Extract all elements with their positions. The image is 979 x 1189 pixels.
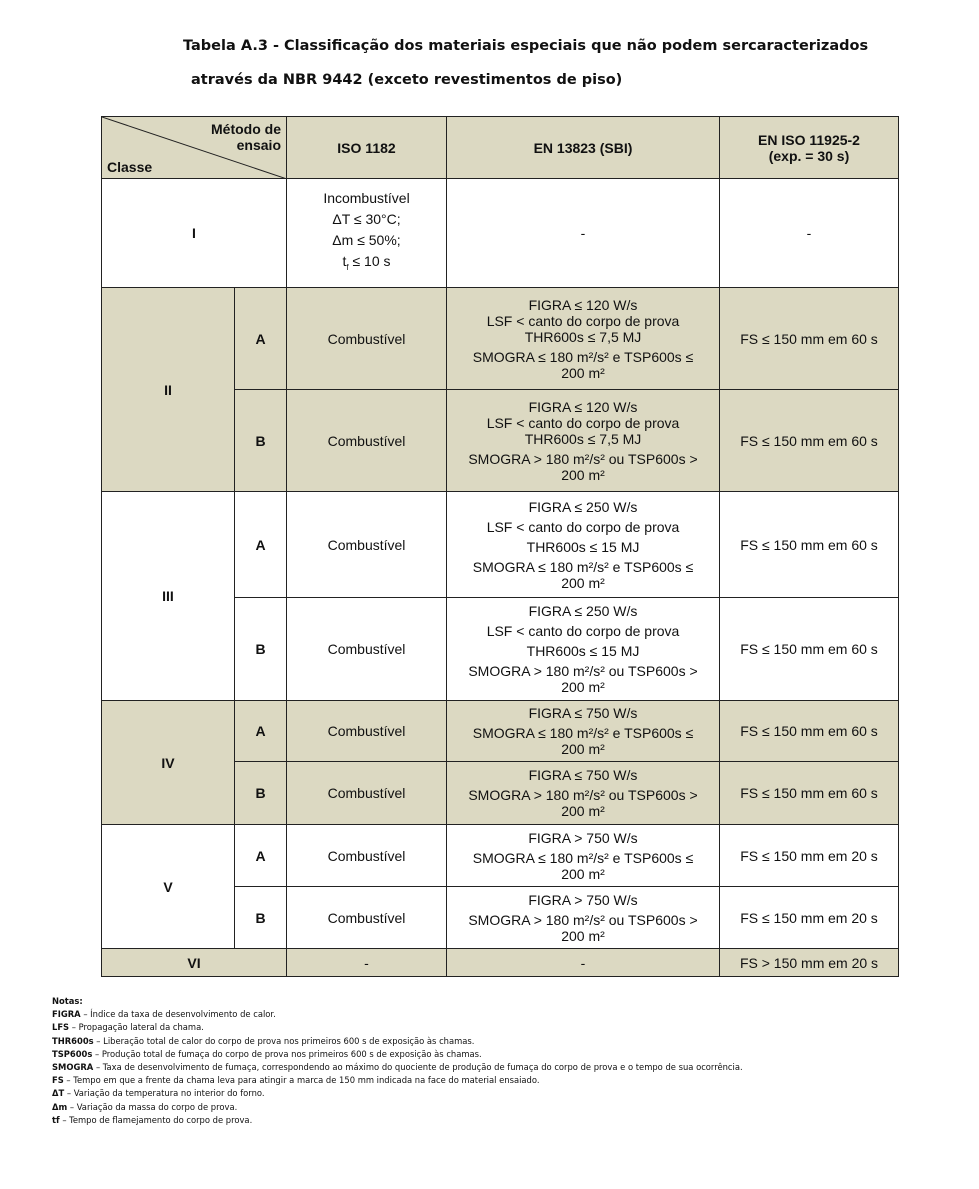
criteria-line: 200 m² [561, 927, 605, 944]
criteria-line: SMOGRA ≤ 180 m²/s² e TSP600s ≤ [472, 725, 694, 741]
criteria-line: 200 m² [561, 865, 605, 882]
corner-header-cell [102, 117, 287, 179]
criteria-line: FIGRA ≤ 250 W/s [528, 603, 638, 619]
note-item [52, 1087, 743, 1100]
en11925-cell: FS ≤ 150 mm em 20 s [720, 825, 899, 887]
criteria-line: FIGRA ≤ 750 W/s [528, 705, 638, 721]
note-term: ΔT [52, 1088, 65, 1099]
note-term: THR600s [52, 1035, 94, 1046]
en11925-header-line-1: EN ISO 11925-2 [758, 131, 860, 148]
en11925-header [720, 117, 899, 179]
criteria-line: 200 m² [561, 741, 605, 757]
subclass-cell: A [235, 492, 287, 598]
en11925-cell: FS ≤ 150 mm em 60 s [720, 598, 899, 701]
iso1182-cell: Combustível [287, 762, 447, 825]
iso1182-cell: Combustível [287, 825, 447, 887]
criteria-line: LSF < canto do corpo de prova [486, 623, 680, 639]
criteria-line: 200 m² [561, 803, 605, 819]
class-cell-I: I [102, 179, 287, 288]
table-row-class-IIA [102, 288, 899, 390]
criteria-line: SMOGRA > 180 m²/s² ou TSP600s > [468, 787, 698, 803]
note-text: – Propagação lateral da chama. [69, 1022, 204, 1033]
criteria-line: SMOGRA > 180 m²/s² ou TSP600s > [468, 450, 698, 467]
en13823-cell [447, 825, 720, 887]
subclass-cell: A [235, 701, 287, 762]
class-cell-II: II [102, 288, 235, 492]
table-row-class-IIIA [102, 492, 899, 598]
method-header [211, 121, 281, 153]
subclass-cell: B [235, 598, 287, 701]
en11925-cell: FS ≤ 150 mm em 60 s [720, 288, 899, 390]
note-text: – Liberação total de calor do corpo de prova nos primeiros 600 s de exposição às chamas. [93, 1035, 475, 1046]
note-item [52, 1008, 743, 1021]
iso1182-cell: Combustível [287, 390, 447, 492]
criteria-line: FIGRA ≤ 750 W/s [528, 767, 638, 783]
table-row-class-VI [102, 949, 899, 977]
en13823-cell-I: - [447, 179, 720, 288]
note-item [52, 1021, 743, 1034]
class-cell-III: III [102, 492, 235, 701]
table-title-line-1: Tabela A.3 - Classificação dos materiais especiais que não podem sercaracterizados [183, 38, 869, 54]
en13823-cell [447, 492, 720, 598]
criteria-line: LSF < canto do corpo de prova [486, 414, 680, 431]
note-term: SMOGRA [52, 1062, 94, 1073]
en13823-cell [447, 598, 720, 701]
tf-value: ≤ 10 s [348, 253, 391, 270]
note-term: Δm [52, 1101, 68, 1112]
iso1182-cell: Combustível [287, 288, 447, 390]
criteria-line: FIGRA > 750 W/s [528, 891, 638, 908]
note-term: FS [52, 1075, 64, 1086]
subclass-cell: B [235, 390, 287, 492]
note-text: – Taxa de desenvolvimento de fumaça, correspondendo ao máximo do quociente de produção de fumaça do corpo de prova e o tempo de sua ocorrência. [93, 1062, 743, 1073]
note-item [52, 1101, 743, 1114]
note-item [52, 1114, 743, 1127]
criteria-line: FIGRA ≤ 120 W/s [528, 296, 638, 313]
iso-line: Incombustível [323, 190, 410, 207]
note-term: LFS [52, 1022, 70, 1033]
en11925-header-line-2: (exp. = 30 s) [768, 147, 850, 164]
iso-line [290, 251, 443, 278]
criteria-line: 200 m² [561, 574, 605, 591]
criteria-line: 200 m² [561, 679, 605, 695]
note-item [52, 1035, 743, 1048]
note-item [52, 1061, 743, 1074]
en13823-cell [447, 887, 720, 949]
iso-line: Δm ≤ 50%; [332, 232, 401, 249]
en11925-cell: FS ≤ 150 mm em 60 s [720, 390, 899, 492]
en11925-cell: FS ≤ 150 mm em 60 s [720, 492, 899, 598]
en11925-cell: FS ≤ 150 mm em 20 s [720, 887, 899, 949]
class-cell-VI: VI [102, 949, 287, 977]
criteria-line: 200 m² [561, 364, 605, 381]
criteria-line: FIGRA ≤ 250 W/s [528, 498, 638, 515]
iso1182-cell: Combustível [287, 701, 447, 762]
note-text: – Tempo em que a frente da chama leva para atingir a marca de 150 mm indicada na face do material ensaiado. [63, 1075, 540, 1086]
iso-line: ΔT ≤ 30°C; [332, 211, 401, 228]
criteria-line: 200 m² [561, 466, 605, 483]
note-text: – Índice da taxa de desenvolvimento de calor. [80, 1009, 276, 1020]
table-title-line-2: através da NBR 9442 (exceto revestimentos de piso) [191, 72, 623, 88]
note-item [52, 1074, 743, 1087]
table-row-class-VA [102, 825, 899, 887]
en13823-cell [447, 390, 720, 492]
note-text: – Produção total de fumaça do corpo de prova nos primeiros 600 s de exposição às chamas. [92, 1048, 482, 1059]
en13823-cell: - [447, 949, 720, 977]
en13823-cell [447, 701, 720, 762]
en13823-header: EN 13823 (SBI) [447, 117, 720, 179]
en13823-cell [447, 762, 720, 825]
note-term: tf [52, 1114, 60, 1125]
en11925-cell: FS ≤ 150 mm em 60 s [720, 762, 899, 825]
iso1182-header: ISO 1182 [287, 117, 447, 179]
iso1182-cell: Combustível [287, 492, 447, 598]
note-item [52, 1048, 743, 1061]
subclass-cell: A [235, 825, 287, 887]
subclass-cell: A [235, 288, 287, 390]
criteria-line: LSF < canto do corpo de prova [486, 518, 680, 535]
en13823-cell [447, 288, 720, 390]
note-term: TSP600s [52, 1048, 93, 1059]
criteria-line: SMOGRA > 180 m²/s² ou TSP600s > [468, 663, 698, 679]
iso1182-cell-I [287, 179, 447, 288]
criteria-line: FIGRA ≤ 120 W/s [528, 398, 638, 415]
note-term: FIGRA [52, 1009, 81, 1020]
iso1182-cell: Combustível [287, 598, 447, 701]
table-row-class-I [102, 179, 899, 288]
note-text: – Tempo de flamejamento do corpo de prova. [59, 1114, 253, 1125]
criteria-line: SMOGRA > 180 m²/s² ou TSP600s > [468, 911, 698, 928]
criteria-line: SMOGRA ≤ 180 m²/s² e TSP600s ≤ [472, 849, 694, 866]
class-cell-V: V [102, 825, 235, 949]
notes-section [52, 995, 743, 1127]
notes-heading: Notas: [52, 996, 83, 1006]
subclass-cell: B [235, 762, 287, 825]
en11925-cell: FS > 150 mm em 20 s [720, 949, 899, 977]
criteria-line: SMOGRA ≤ 180 m²/s² e TSP600s ≤ [472, 558, 694, 575]
en11925-cell-I: - [720, 179, 899, 288]
method-header-line-2: ensaio [236, 137, 281, 153]
note-text: – Variação da temperatura no interior do forno. [64, 1088, 265, 1099]
criteria-line: THR600s ≤ 15 MJ [526, 538, 640, 555]
criteria-line: SMOGRA ≤ 180 m²/s² e TSP600s ≤ [472, 348, 694, 365]
criteria-line: THR600s ≤ 7,5 MJ [524, 328, 642, 345]
subclass-cell: B [235, 887, 287, 949]
iso1182-cell: - [287, 949, 447, 977]
tf-symbol: t [342, 253, 347, 270]
criteria-line: THR600s ≤ 15 MJ [526, 643, 640, 659]
criteria-line: THR600s ≤ 7,5 MJ [524, 430, 642, 447]
header-row [102, 117, 899, 179]
method-header-line-1: Método de [211, 121, 281, 137]
table-row-class-IVA [102, 701, 899, 762]
en11925-cell: FS ≤ 150 mm em 60 s [720, 701, 899, 762]
class-cell-IV: IV [102, 701, 235, 825]
classification-table [101, 116, 899, 977]
note-text: – Variação da massa do corpo de prova. [67, 1101, 238, 1112]
iso1182-cell: Combustível [287, 887, 447, 949]
tf-subscript: f [346, 262, 349, 272]
criteria-line: LSF < canto do corpo de prova [486, 312, 680, 329]
criteria-line: FIGRA > 750 W/s [528, 829, 638, 846]
class-header: Classe [107, 159, 153, 175]
